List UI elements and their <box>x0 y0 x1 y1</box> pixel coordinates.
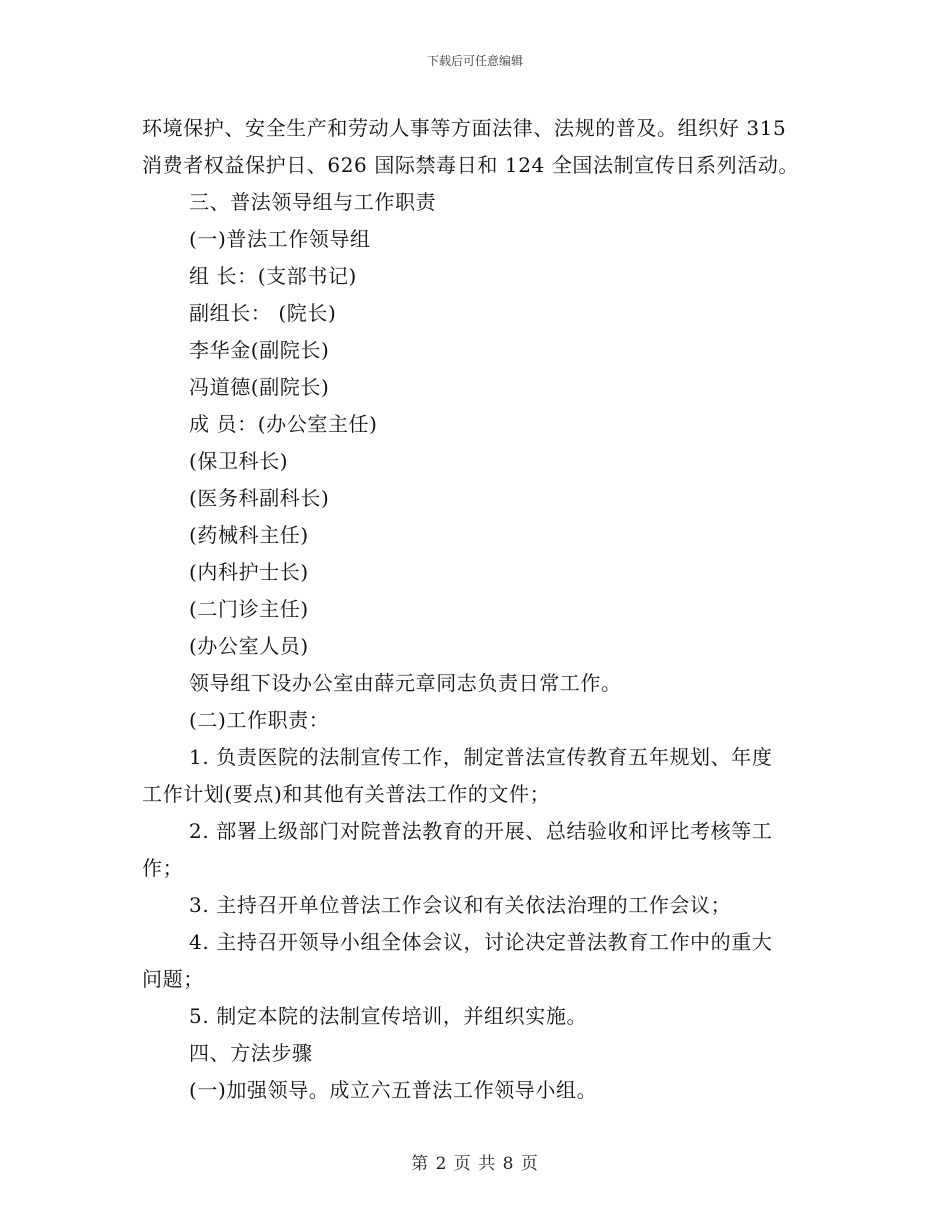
page-header: 下载后可任意编辑 <box>426 54 523 68</box>
page-number-footer: 第 2 页 共 8 页 <box>411 1154 539 1174</box>
member-line: (内科护士长) <box>189 560 309 584</box>
duty-item: 3. 主持召开单位普法工作会议和有关依法治理的工作会议； <box>189 893 732 917</box>
subsection-heading: (一)普法工作领导组 <box>189 227 371 251</box>
section-heading: 三、普法领导组与工作职责 <box>189 190 437 214</box>
member-line: (医务科副科长) <box>189 486 330 510</box>
section-heading: 四、方法步骤 <box>189 1041 313 1065</box>
body-line: (一)加强领导。成立六五普法工作领导小组。 <box>189 1078 598 1102</box>
duty-item: 2. 部署上级部门对院普法教育的开展、总结验收和评比考核等工 <box>189 819 773 843</box>
member-line: 副组长： (院长) <box>189 301 337 325</box>
duty-item: 4. 主持召开领导小组全体会议，讨论决定普法教育工作中的重大 <box>189 930 773 954</box>
document-body <box>142 110 810 1109</box>
member-line: 组 长：(支部书记) <box>189 264 357 288</box>
body-line: 环境保护、安全生产和劳动人事等方面法律、法规的普及。组织好 315 <box>142 116 787 140</box>
duty-item-continuation: 工作计划(要点)和其他有关普法工作的文件； <box>142 782 551 806</box>
member-line: 成 员：(办公室主任) <box>189 412 378 436</box>
duty-item: 1. 负责医院的法制宣传工作，制定普法宣传教育五年规划、年度 <box>189 745 773 769</box>
member-line: (药械科主任) <box>189 523 309 547</box>
duty-item-continuation: 问题； <box>142 967 204 991</box>
member-line: (办公室人员) <box>189 634 309 658</box>
duty-item-continuation: 作； <box>142 856 184 880</box>
member-line: (保卫科长) <box>189 449 289 473</box>
member-line: 冯道德(副院长) <box>189 375 330 399</box>
body-line: 领导组下设办公室由薛元章同志负责日常工作。 <box>189 671 622 695</box>
subsection-heading: (二)工作职责： <box>189 708 330 732</box>
duty-item: 5. 制定本院的法制宣传培训，并组织实施。 <box>189 1004 588 1028</box>
member-line: 李华金(副院长) <box>189 338 330 362</box>
body-line: 消费者权益保护日、626 国际禁毒日和 124 全国法制宣传日系列活动。 <box>142 153 800 177</box>
member-line: (二门诊主任) <box>189 597 309 621</box>
